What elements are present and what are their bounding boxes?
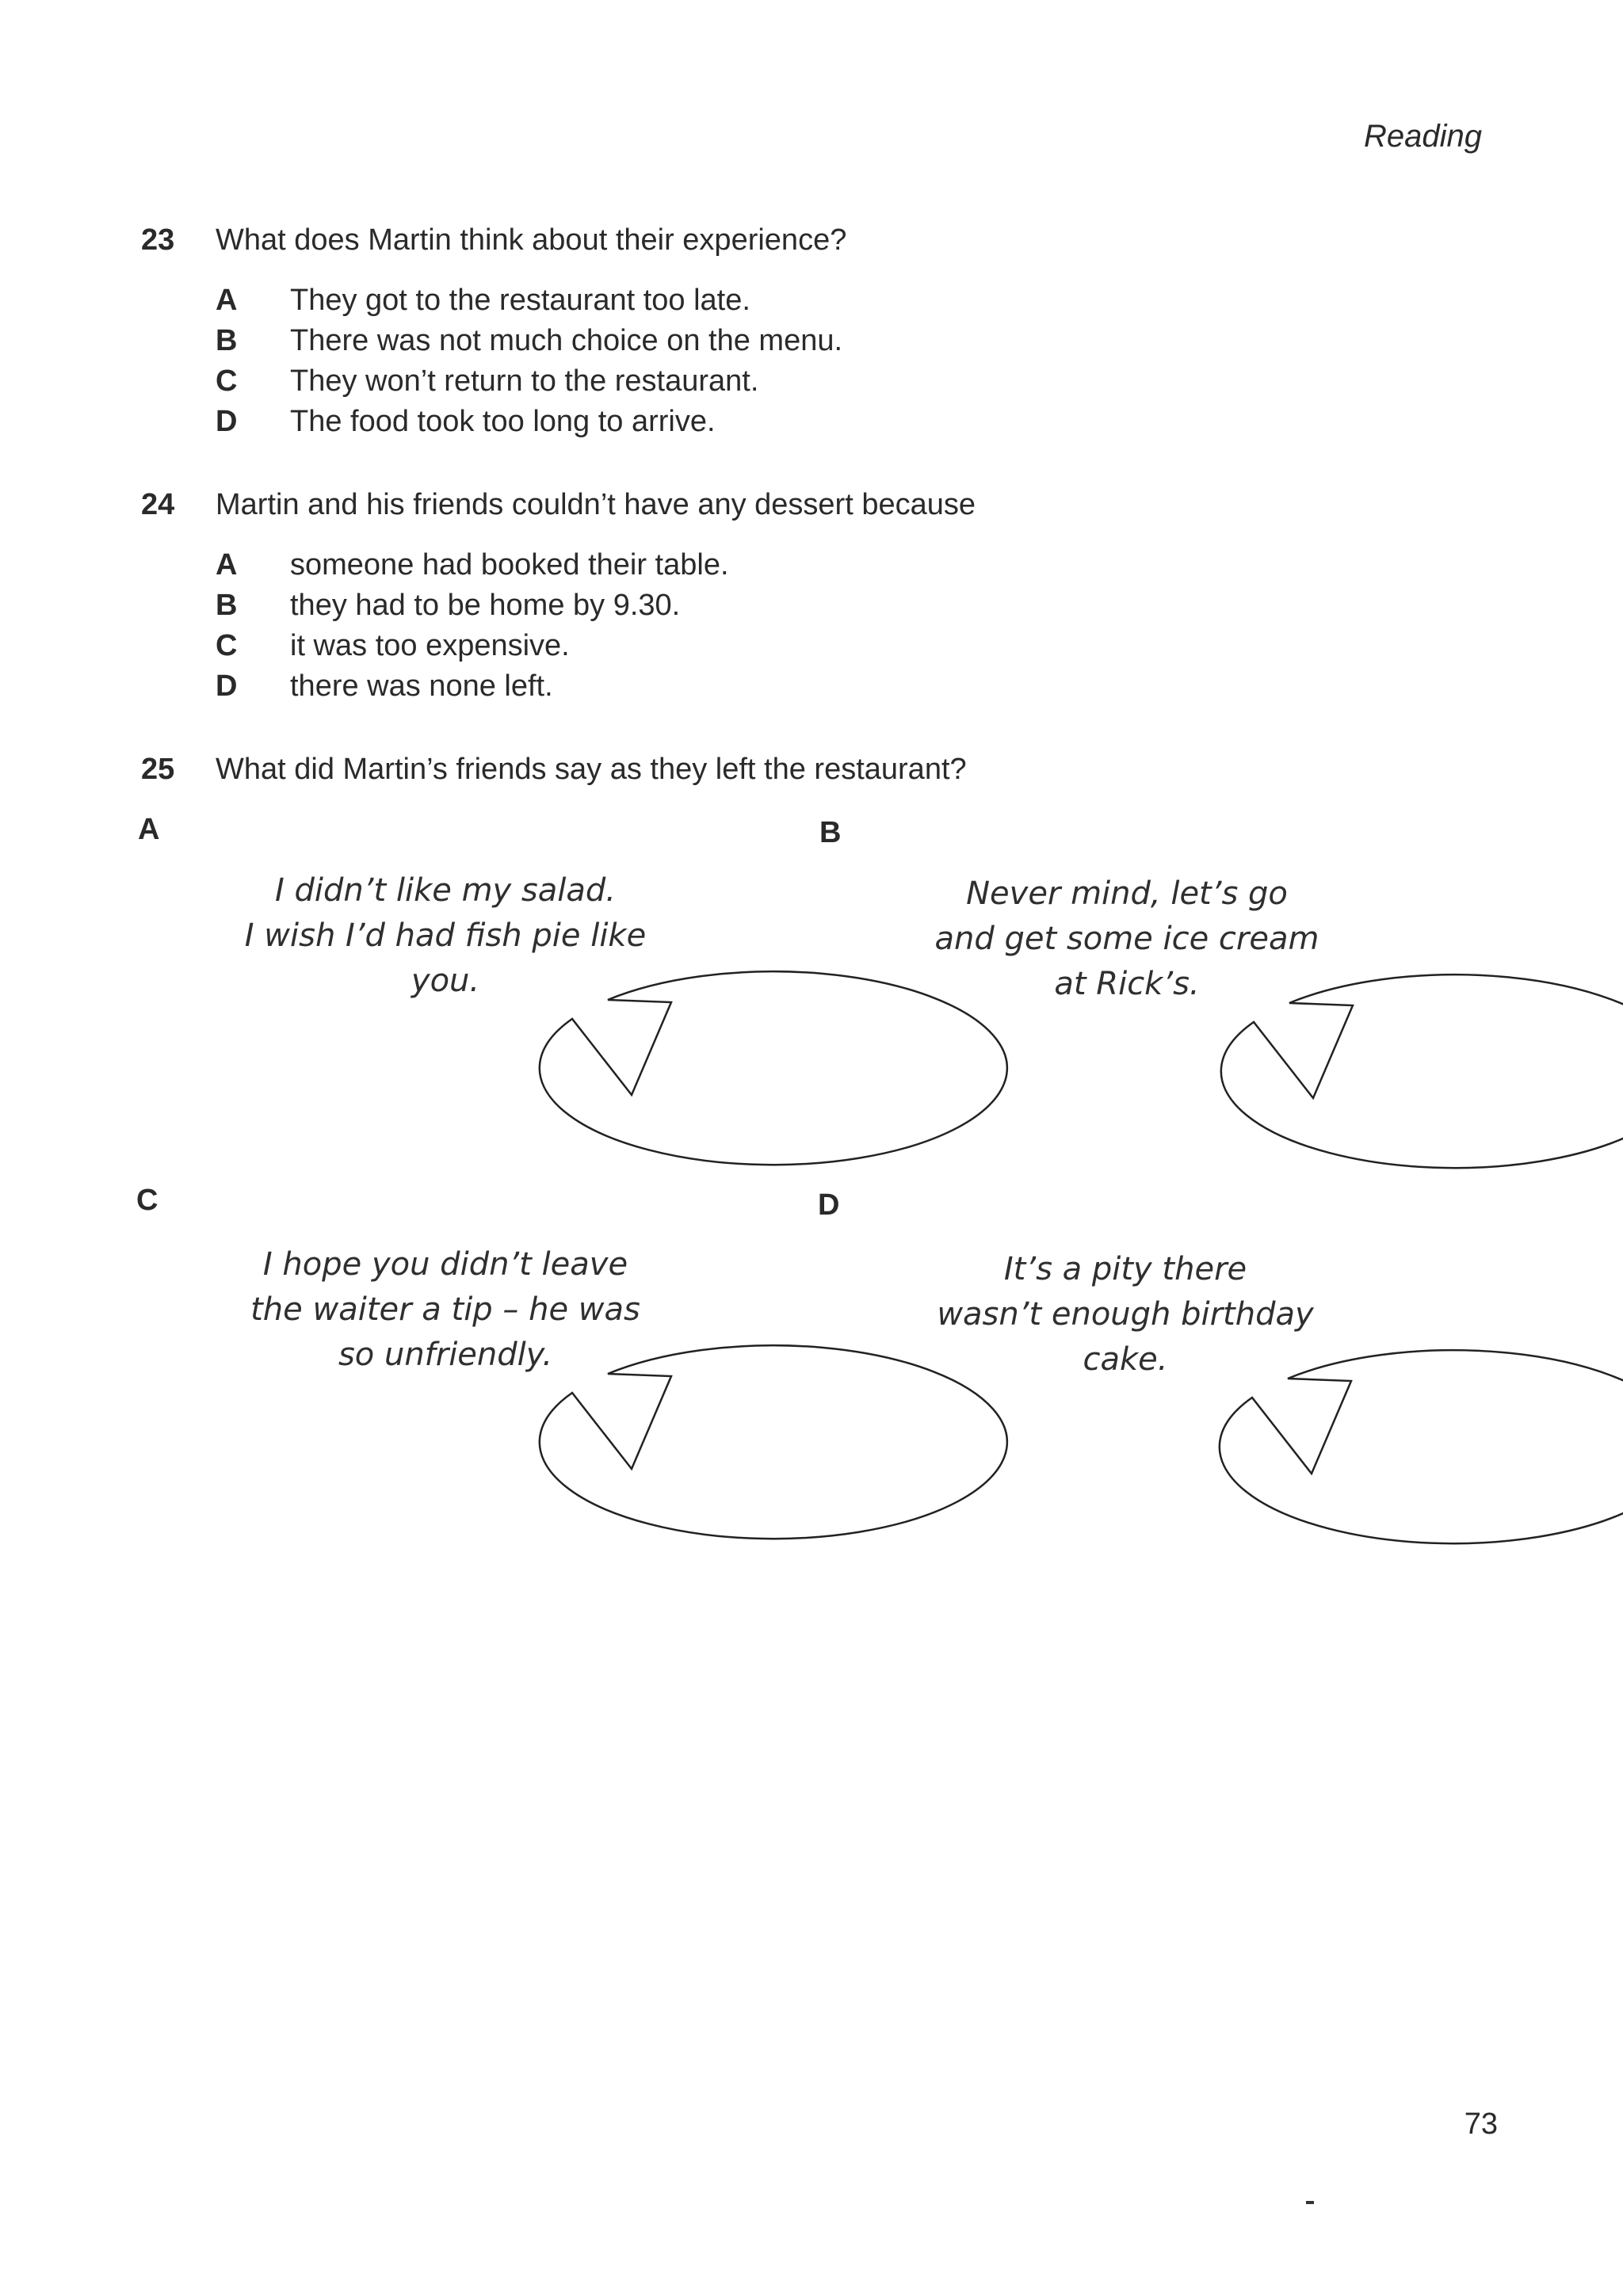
option-text: There was not much choice on the menu.	[290, 324, 843, 357]
option-letter: D	[216, 405, 238, 438]
option-b[interactable]	[216, 321, 1246, 361]
option-letter: A	[216, 284, 238, 317]
scan-speck	[1306, 2201, 1314, 2204]
question-number: 24	[141, 488, 175, 521]
option-text: They got to the restaurant too late.	[290, 284, 750, 317]
option-text: someone had booked their table.	[290, 548, 729, 582]
option-a[interactable]	[216, 280, 1246, 321]
option-letter: D	[216, 669, 238, 703]
bubble-line: I wish I’d had fish pie like	[244, 917, 647, 954]
option-c[interactable]	[216, 361, 1246, 402]
option-d[interactable]	[216, 402, 1246, 442]
option-a[interactable]	[216, 545, 1246, 585]
question-text: What did Martin’s friends say as they left the restaurant?	[216, 753, 967, 786]
picture-option-d-letter[interactable]: D	[818, 1188, 840, 1222]
option-letter: B	[216, 324, 238, 357]
option-text: there was none left.	[290, 669, 553, 703]
bubble-line: It’s a pity there	[1003, 1251, 1247, 1287]
option-b[interactable]	[216, 585, 1246, 626]
question-number: 23	[141, 223, 175, 257]
speech-bubble-a-text	[216, 868, 675, 1004]
option-text: The food took too long to arrive.	[290, 405, 716, 438]
bubble-line: wasn’t enough birthday	[937, 1296, 1314, 1333]
bubble-line: and get some ice cream	[934, 921, 1319, 957]
option-text: it was too expensive.	[290, 629, 570, 662]
section-title: Reading	[1363, 119, 1482, 154]
speech-bubble-d-text	[896, 1247, 1355, 1383]
option-letter: A	[216, 548, 238, 582]
bubble-line: I hope you didn’t leave	[262, 1246, 628, 1283]
option-list	[216, 280, 1246, 442]
bubble-line: I didn’t like my salad.	[274, 872, 617, 909]
picture-option-a-letter[interactable]: A	[138, 813, 160, 846]
bubble-line: cake.	[1083, 1341, 1168, 1378]
option-d[interactable]	[216, 666, 1246, 707]
speech-bubble-b-text	[897, 871, 1357, 1007]
bubble-line: the waiter a tip – he was	[250, 1291, 640, 1328]
question-text: What does Martin think about their experience?	[216, 223, 847, 257]
bubble-line: so unfriendly.	[338, 1337, 553, 1373]
question-number: 25	[141, 753, 175, 786]
question-text: Martin and his friends couldn’t have any dessert because	[216, 488, 976, 521]
option-letter: B	[216, 589, 238, 622]
speech-bubble-c-text	[216, 1242, 675, 1378]
bubble-line: at Rick’s.	[1054, 966, 1200, 1002]
picture-option-b-letter[interactable]: B	[819, 816, 842, 849]
option-text: they had to be home by 9.30.	[290, 589, 681, 622]
option-letter: C	[216, 629, 238, 662]
bubble-line: you.	[411, 963, 480, 999]
picture-option-c-letter[interactable]: C	[136, 1184, 158, 1217]
page-number: 73	[1464, 2107, 1498, 2141]
bubble-line: Never mind, let’s go	[966, 875, 1288, 912]
option-text: They won’t return to the restaurant.	[290, 364, 759, 398]
option-c[interactable]	[216, 626, 1246, 666]
option-letter: C	[216, 364, 238, 398]
option-list	[216, 545, 1246, 707]
